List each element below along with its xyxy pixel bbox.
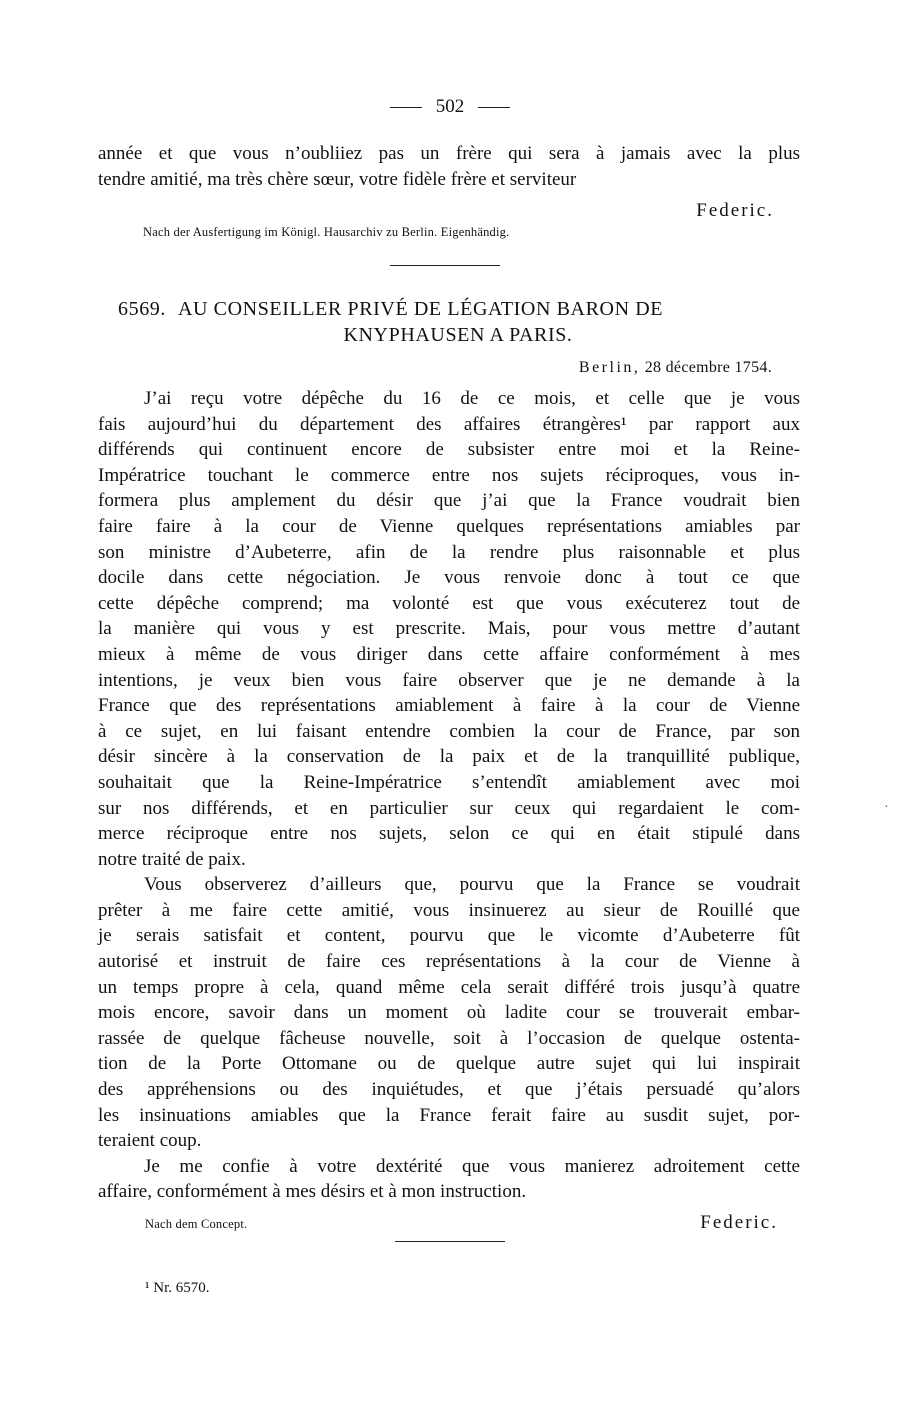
text-line: mois encore, savoir dans un moment où ladite cour se trouverait embar-: [98, 1002, 800, 1024]
margin-mark: ·: [884, 800, 889, 815]
paragraph-2: [98, 872, 800, 1154]
text-line: affaire, conformément à mes désirs et à mon instruction.: [98, 1181, 527, 1203]
text-line: mieux à même de vous diriger dans cette affaire conformément à mes: [98, 643, 800, 665]
date-day: 28 décembre 1754.: [644, 359, 772, 376]
text-line: tendre amitié, ma très chère sœur, votre fidèle frère et serviteur: [98, 168, 577, 190]
text-line: Je me confie à votre dextérité que vous manierez adroitement cette: [144, 1155, 800, 1177]
source-note: Nach der Ausfertigung im Königl. Hausarchiv zu Berlin. Eigenhändig.: [143, 225, 510, 239]
text-line: sur nos différends, et en particulier sur ceux qui regardaient le com-: [98, 797, 800, 819]
letter-number: 6569.: [118, 298, 166, 320]
text-line: à ce sujet, en lui faisant entendre combien la cour de France, par son: [98, 720, 800, 742]
text-line: je serais satisfait et content, pourvu que le vicomte d’Aubeterre fût: [98, 925, 800, 947]
text-line: différends qui continuent encore de subsister entre moi et la Reine-: [98, 439, 800, 461]
letter-date: [579, 359, 772, 377]
letter-body: [98, 386, 800, 1205]
text-line: tion de la Porte Ottomane ou de quelque autre sujet qui lui inspirait: [98, 1053, 800, 1075]
text-line: année et que vous n’oubliiez pas un frère qui sera à jamais avec la plus: [98, 143, 800, 164]
letter-heading: [118, 296, 778, 348]
header-dash-left: [390, 107, 422, 108]
header-dash-right: [478, 107, 510, 108]
letter-title-line-1: AU CONSEILLER PRIVÉ DE LÉGATION BARON DE: [178, 298, 664, 320]
paragraph-1: [98, 386, 800, 872]
text-line: cette dépêche comprend; ma volonté est que vous exécuterez tout de: [98, 592, 800, 614]
text-line: faire faire à la cour de Vienne quelques représentations amiables par: [98, 515, 800, 537]
text-line: un temps propre à cela, quand même cela serait différé trois jusqu’à quatre: [98, 976, 800, 998]
page-header: [0, 96, 900, 118]
date-place: Berlin,: [578, 359, 641, 376]
text-line: notre traité de paix.: [98, 848, 246, 870]
text-line: les insinuations amiables que la France ferait faire au susdit sujet, por-: [98, 1104, 800, 1126]
closing-lines: [98, 141, 800, 192]
page-number: 502: [435, 96, 465, 117]
text-line: la manière qui vous y est prescrite. Mais, pour vous mettre d’autant: [98, 618, 800, 640]
section-divider: [390, 265, 500, 266]
text-line: teraient coup.: [98, 1130, 202, 1152]
text-line: des appréhensions ou des inquiétudes, et que j’étais persuadé qu’alors: [98, 1079, 800, 1101]
text-line: docile dans cette négociation. Je vous renvoie donc à tout ce que: [98, 567, 800, 589]
text-line: prêter à me faire cette amitié, vous insinuerez au sieur de Rouillé que: [98, 899, 800, 921]
end-divider: [395, 1241, 505, 1242]
letter-signature: Federic.: [700, 1212, 778, 1233]
text-line: merce réciproque entre nos sujets, selon ce qui en était stipulé dans: [98, 823, 800, 845]
text-line: souhaitait que la Reine-Impératrice s’entendît amiablement avec moi: [98, 771, 800, 793]
text-line: fais aujourd’hui du département des affaires étrangères¹ par rapport aux: [98, 413, 800, 435]
paragraph-3: [98, 1154, 800, 1205]
text-line: autorisé et instruit de faire ces représentations à la cour de Vienne à: [98, 951, 800, 973]
text-line: formera plus amplement du désir que j’ai que la France voudrait bien: [98, 490, 800, 512]
text-line: France que des représentations amiablement à faire à la cour de Vienne: [98, 695, 800, 717]
text-line: Impératrice touchant le commerce entre nos sujets réciproques, vous in-: [98, 464, 800, 486]
letter-title-line-2: KNYPHAUSEN A PARIS.: [343, 324, 573, 346]
text-line: J’ai reçu votre dépêche du 16 de ce mois, et celle que je vous: [144, 388, 800, 409]
text-line: son ministre d’Aubeterre, afin de la rendre plus raisonnable et plus: [98, 541, 800, 563]
text-line: Vous observerez d’ailleurs que, pourvu que la France se voudrait: [144, 874, 800, 896]
signature: Federic.: [696, 200, 774, 221]
text-line: intentions, je veux bien vous faire observer que je ne demande à la: [98, 669, 800, 691]
text-line: rassée de quelque fâcheuse nouvelle, soit à l’occasion de quelque ostenta-: [98, 1027, 800, 1049]
text-line: désir sincère à la conservation de la paix et de la tranquillité publique,: [98, 746, 800, 768]
footnote: ¹ Nr. 6570.: [145, 1280, 210, 1296]
concept-note: Nach dem Concept.: [145, 1217, 248, 1231]
